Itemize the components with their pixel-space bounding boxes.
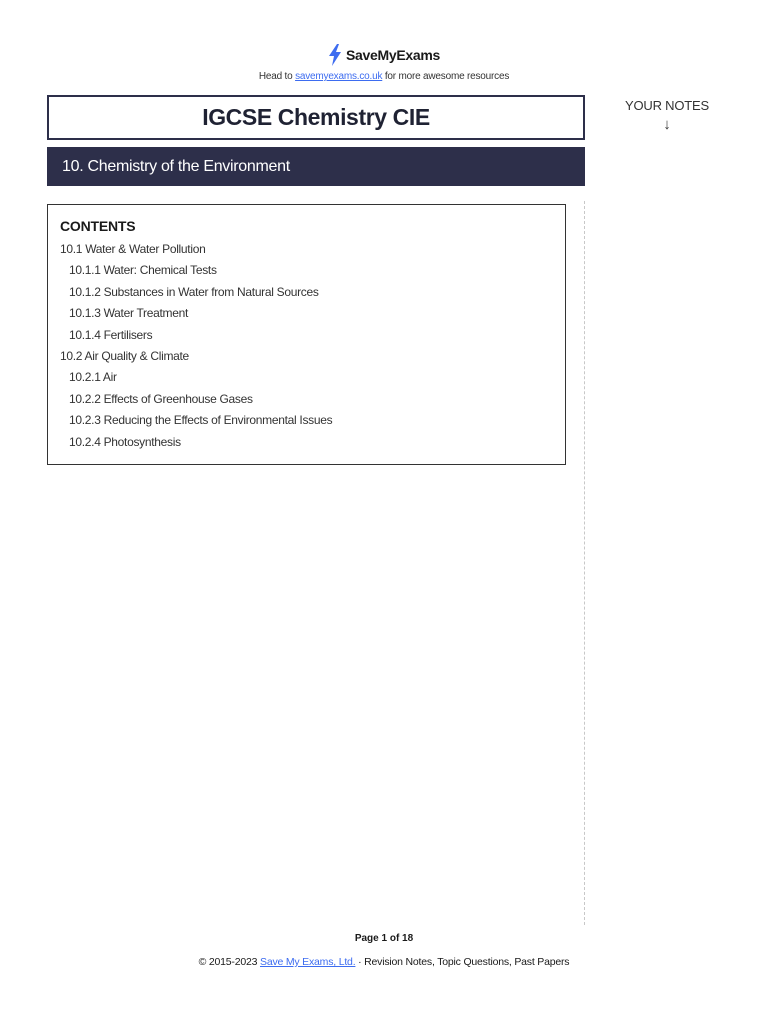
your-notes-label: YOUR NOTES: [625, 98, 709, 113]
arrow-down-icon: ↓: [663, 116, 671, 133]
toc-item[interactable]: 10.1.3 Water Treatment: [69, 306, 189, 321]
toc-item[interactable]: 10.2.1 Air: [69, 370, 117, 385]
site-link[interactable]: savemyexams.co.uk: [295, 71, 383, 82]
toc-list: [60, 239, 553, 453]
page-number: Page 1 of 18: [354, 933, 414, 944]
lightning-bolt-icon: [328, 44, 342, 66]
notes-divider: [584, 201, 585, 925]
footer-copyright: © 2015-2023 Save My Exams, Ltd. · Revision Notes, Topic Questions, Past Papers: [198, 956, 570, 968]
toc-item[interactable]: 10.1.2 Substances in Water from Natural Sources: [69, 284, 319, 299]
toc-item[interactable]: 10.2.2 Effects of Greenhouse Gases: [69, 391, 253, 406]
toc-item[interactable]: 10.2.4 Photosynthesis: [69, 434, 181, 449]
contents-box: [47, 204, 566, 465]
company-link[interactable]: Save My Exams, Ltd.: [260, 956, 356, 968]
brand-name: SaveMyExams: [346, 47, 440, 63]
toc-item[interactable]: 10.1 Water & Water Pollution: [60, 242, 206, 256]
section-heading: 10. Chemistry of the Environment: [47, 147, 585, 186]
header-tagline: Head to savemyexams.co.uk for more awesome resources: [258, 71, 510, 82]
toc-item[interactable]: 10.1.1 Water: Chemical Tests: [69, 263, 217, 278]
toc-item[interactable]: 10.2.3 Reducing the Effects of Environmental Issues: [69, 413, 333, 428]
document-title: IGCSE Chemistry CIE: [47, 95, 585, 140]
toc-item[interactable]: 10.1.4 Fertilisers: [69, 327, 153, 342]
toc-item[interactable]: 10.2 Air Quality & Climate: [60, 348, 189, 363]
brand-logo[interactable]: [0, 44, 768, 66]
contents-heading: CONTENTS: [60, 218, 136, 234]
